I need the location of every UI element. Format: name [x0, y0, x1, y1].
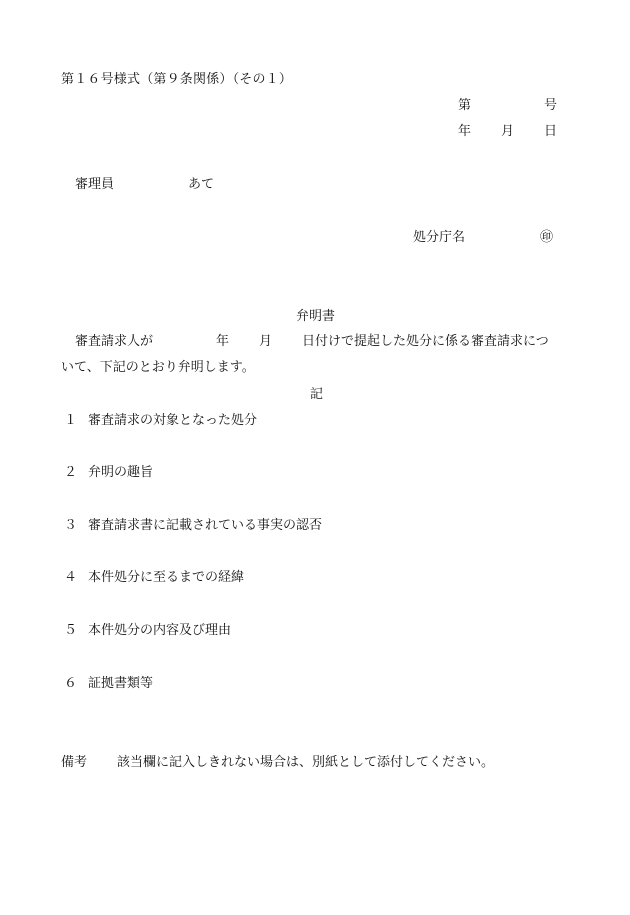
seal-mark: ㊞ [540, 230, 554, 245]
date-day-label: 日 [544, 124, 558, 139]
item-number: ２ [64, 465, 78, 480]
item-label: 審査請求の対象となった処分 [88, 413, 258, 428]
item-label: 審査請求書に記載されている事実の認否 [88, 518, 323, 533]
item-number: ４ [64, 570, 78, 585]
item-label: 本件処分に至るまでの経緯 [88, 570, 245, 585]
body-month-label: 月 [259, 334, 273, 349]
item-label: 弁明の趣旨 [88, 465, 154, 480]
item-number: ６ [64, 676, 78, 691]
item-number: ５ [64, 623, 78, 638]
addressee-name: 審理員 [75, 177, 115, 192]
date-year-label: 年 [458, 124, 472, 139]
item-label: 証拠書類等 [88, 676, 154, 691]
document-number-suffix: 号 [544, 98, 558, 113]
remarks-text: 該当欄に記入しきれない場合は、別紙として添付してください。 [117, 755, 495, 770]
item-number: ３ [64, 518, 78, 533]
item-label: 本件処分の内容及び理由 [88, 623, 232, 638]
ki-heading: 記 [310, 387, 324, 402]
body-line2: いて、下記のとおり弁明します。 [61, 360, 255, 375]
remarks-heading: 備考 [61, 755, 88, 770]
body-line1-rest: 日付けで提起した処分に係る審査請求につ [302, 334, 549, 349]
addressee-suffix: あて [188, 177, 215, 192]
agency-name-label: 処分庁名 [413, 230, 466, 245]
document-title: 弁明書 [296, 309, 336, 324]
date-month-label: 月 [501, 124, 515, 139]
form-label: 第１６号様式（第９条関係）（その１） [61, 72, 293, 87]
body-line1-start: 審査請求人が [75, 334, 154, 349]
body-year-label: 年 [216, 334, 230, 349]
item-number: １ [64, 413, 78, 428]
document-number-prefix: 第 [458, 98, 472, 113]
